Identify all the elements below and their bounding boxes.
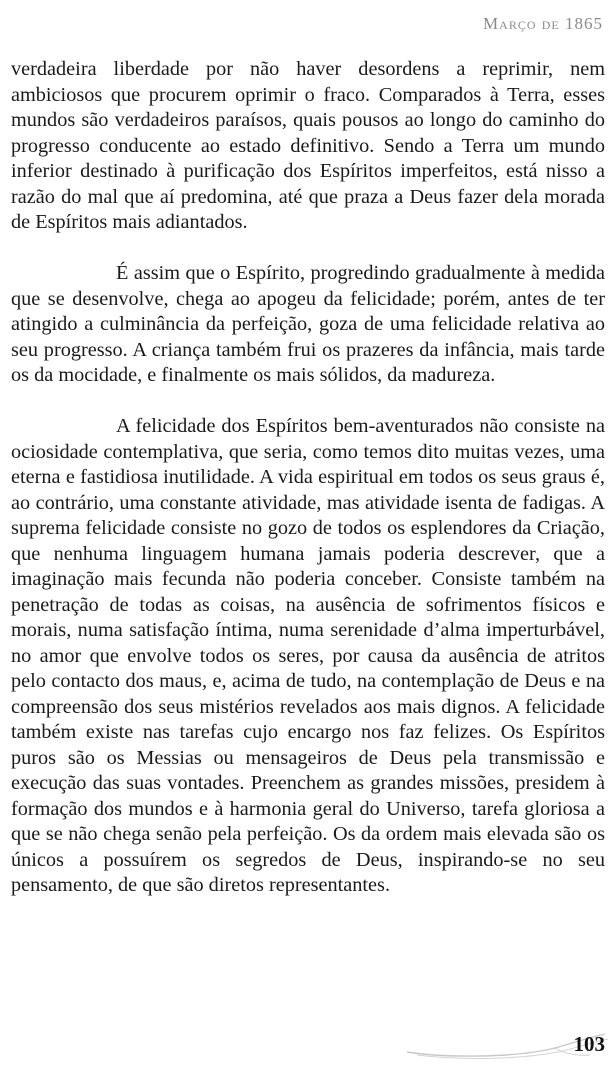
- paragraph-spirit-progress: É assim que o Espírito, progredindo gradualmente à medida que se desenvolve, chega ao apogeu da felicidade; porém, antes de ter atingido a culminância da perfeição, goza de uma felicidade relativa ao seu progresso. A criança também frui os prazeres da infância, mais tarde os da mocidade, e finalmente os mais sólidos, da madureza.: [11, 262, 605, 386]
- running-header: Março de 1865: [483, 14, 603, 33]
- paragraph-continuation: verdadeira liberdade por não haver desordens a reprimir, nem ambiciosos que procurem oprimir o fraco. Comparados à Terra, esses mundos são verdadeiros paraísos, quais pousos ao longo do caminho do progresso conducente ao estado definitivo. Sendo a Terra um mundo inferior destinado à purificação dos Espíritos imperfeitos, está nisso a razão do mal que aí predomina, até que praza a Deus fazer dela morada de Espíritos mais adiantados.: [11, 58, 605, 233]
- page-number: 103: [573, 1032, 605, 1056]
- page-body: [11, 57, 605, 924]
- paragraph-happiness-of-spirits: A felicidade dos Espíritos bem-aventurados não consiste na ociosidade contemplativa, que seria, como temos dito muitas vezes, uma eterna e fastidiosa inutilidade. A vida espiritual em todos os seus graus é, ao contrário, uma constante atividade, mas atividade isenta de fadigas. A suprema felicidade consiste no gozo de todos os esplendores da Criação, que nenhuma linguagem humana jamais poderia descrever, que a imaginação mais fecunda não poderia conceber. Consiste também na penetração de todas as coisas, na ausência de sofrimentos físicos e morais, numa satisfação íntima, numa serenidade d’alma imperturbável, no amor que envolve todos os seres, por causa da ausência de atritos pelo contacto dos maus, e, acima de tudo, na contemplação de Deus e na compreensão dos seus mistérios revelados aos mais dignos. A felicidade também existe nas tarefas cujo encargo nos faz felizes. Os Espíritos puros são os Messias ou mensageiros de Deus pela transmissão e execução das suas vontades. Preenchem as grandes missões, presidem à formação dos mundos e à harmonia geral do Universo, tarefa gloriosa a que se não chega senão pela perfeição. Os da ordem mais elevada são os únicos a possuírem os segredos de Deus, inspirando-se no seu pensamento, de que são diretos representantes.: [11, 415, 605, 896]
